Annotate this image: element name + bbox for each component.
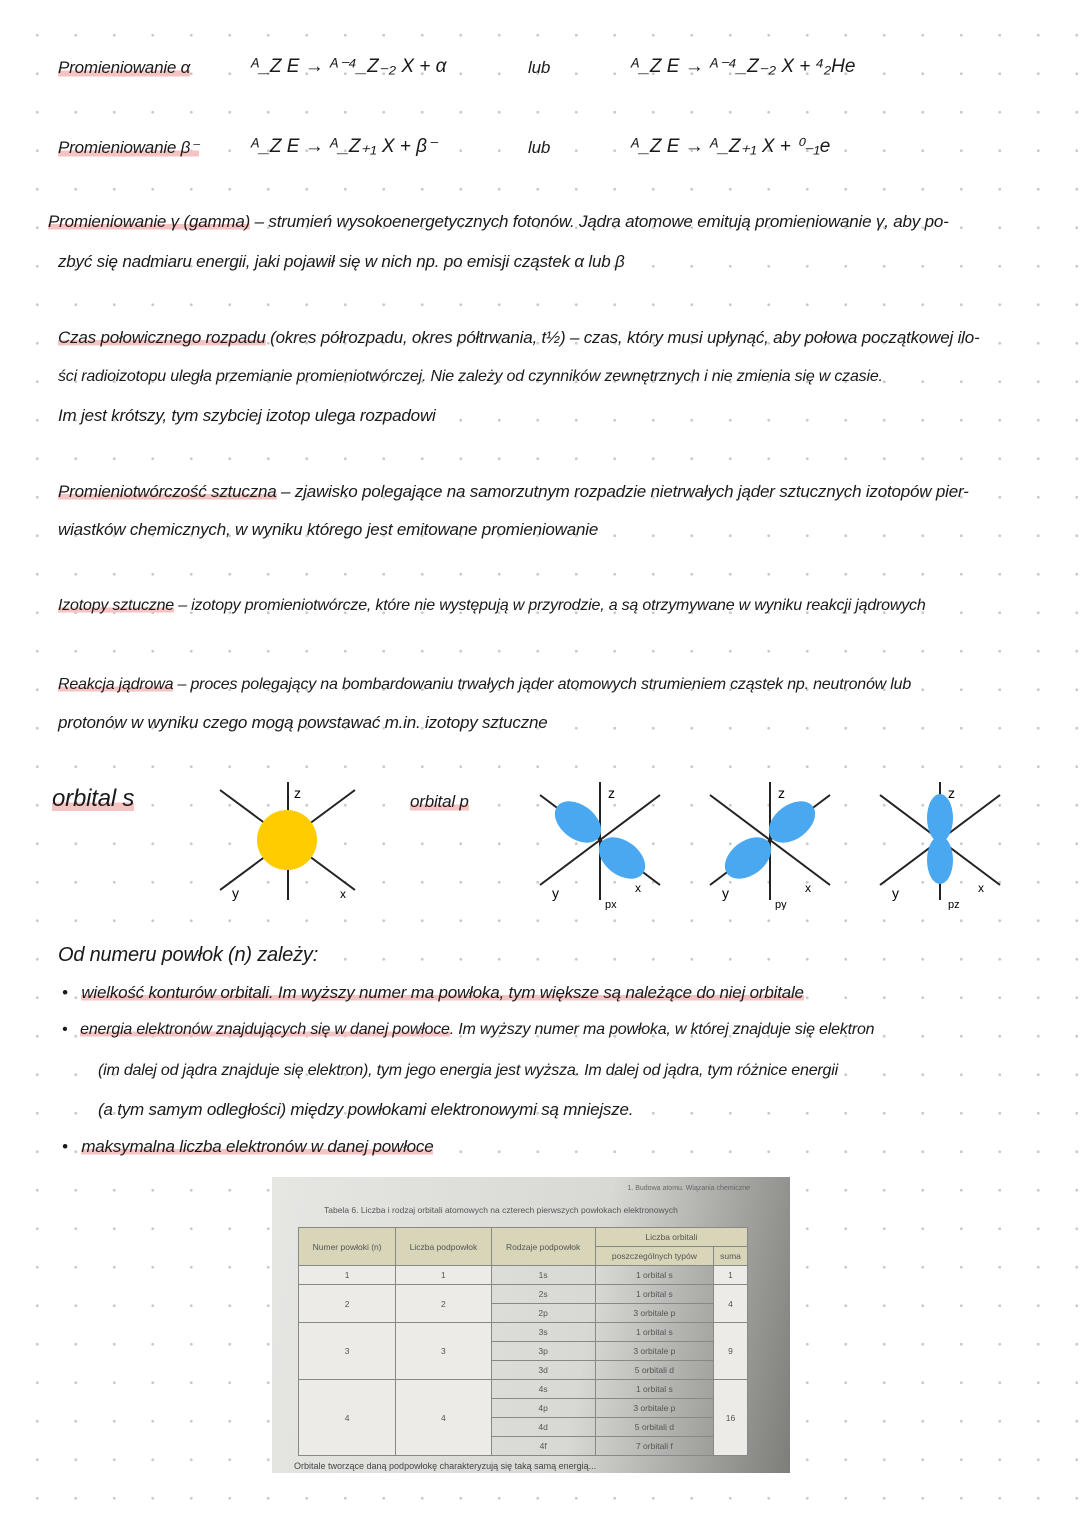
beta-label: Promieniowanie β⁻ (58, 138, 199, 157)
subshell: 3s (491, 1323, 595, 1342)
orbital-count: 3 orbitale p (595, 1304, 713, 1323)
text: energia elektronów znajdujących się w danej powłoce (80, 1021, 450, 1038)
alpha-equation-he: ᴬ_Z E → ᴬ⁻⁴_Z₋₂ X + ⁴₂He (630, 56, 856, 77)
halflife-definition (58, 328, 1056, 348)
subshell: 4p (491, 1399, 595, 1418)
orbital-count: 5 orbitali d (595, 1361, 713, 1380)
nuclear-term: Reakcja jądrowa (58, 676, 174, 693)
subshell: 4f (491, 1437, 595, 1456)
beta-or: lub (528, 138, 551, 157)
text: . Im wyższy numer ma powłoka, w której znajduje się elektron (449, 1021, 875, 1038)
s-orbital-sphere (257, 810, 317, 870)
svg-text:z: z (294, 785, 301, 801)
isotopes-term: Izotopy sztuczne (58, 597, 174, 614)
text: – izotopy promieniotwórcze, które nie występują w przyrodzie, a są otrzymywane w wyniku reakcji jądrowych (173, 597, 926, 614)
artificial-term: Promieniotwórczość sztuczna (58, 482, 277, 501)
table-row (299, 1323, 748, 1342)
text: Im jest krótszy, tym szybciej izotop ulega rozpadowi (58, 406, 436, 425)
text: – strumień wysokoenergetycznych fotonów. Jądra atomowe emitują promieniowanie γ, aby po- (250, 212, 949, 231)
subshell-count: 1 (396, 1266, 491, 1285)
svg-text:x: x (635, 881, 641, 895)
orbital-sum: 4 (714, 1285, 748, 1323)
orbital-count: 1 orbital s (595, 1380, 713, 1399)
svg-text:px: px (605, 899, 617, 910)
gamma-term: Promieniowanie γ (gamma) (48, 212, 251, 231)
book-header: 1. Budowa atomu. Wiązania chemiczne (627, 1185, 750, 1192)
col-header: Liczba podpowłok (396, 1228, 491, 1266)
bullet-1: • wielkość konturów orbitali. Im wyższy numer ma powłoka, tym większe są należące do niej orbitale (62, 983, 804, 1002)
subshell-count: 3 (396, 1323, 491, 1380)
artificial-definition (58, 482, 1056, 502)
orbital-count: 3 orbitale p (595, 1342, 713, 1361)
text: protonów w wyniku czego mogą powstawać m.in. izotopy sztuczne (58, 713, 548, 732)
text: wiastków chemicznych, w wyniku którego jest emitowane promieniowanie (58, 520, 599, 539)
bullet-3: • maksymalna liczba elektronów w danej powłoce (62, 1137, 434, 1156)
svg-text:z: z (778, 785, 785, 801)
svg-text:x: x (978, 881, 984, 895)
orbital-sum: 16 (714, 1380, 748, 1456)
svg-text:y: y (232, 885, 239, 901)
subshell-count: 2 (396, 1285, 491, 1323)
svg-text:z: z (608, 785, 615, 801)
nuclear-definition (58, 676, 1056, 694)
text: zbyć się nadmiaru energii, jaki pojawił się w nich np. po emisji cząstek α lub β (58, 252, 625, 271)
orbital-py-diagram (700, 780, 840, 910)
subshell: 2s (491, 1285, 595, 1304)
col-header: Numer powłoki (n) (299, 1228, 396, 1266)
isotopes-definition (58, 597, 1056, 615)
orbital-s-diagram (210, 780, 370, 910)
col-header: poszczególnych typów (595, 1247, 713, 1266)
alpha-label: Promieniowanie α (58, 58, 191, 77)
beta-equation-e: ᴬ_Z E → ᴬ_Z₊₁ X + ⁰₋₁e (630, 136, 831, 157)
orbital-count: 3 orbitale p (595, 1399, 713, 1418)
bullet-2: • energia elektronów znajdujących się w danej powłoce. Im wyższy numer ma powłoka, w której znajduje się elektron (62, 1021, 875, 1038)
subshell: 3d (491, 1361, 595, 1380)
text: (a tym samym odległości) między powłokami elektronowymi są mniejsze. (98, 1100, 634, 1119)
text: ści radioizotopu uległa przemianie promieniotwórczej. Nie zależy od czynników zewnętrznych i nie zmienia się w czasie. (58, 368, 883, 385)
svg-text:x: x (805, 881, 811, 895)
table-row (299, 1266, 748, 1285)
text: (im dalej od jądra znajduje się elektron), tym jego energia jest wyższa. Im dalej od jądra, tym różnice energii (98, 1062, 838, 1079)
col-header: suma (714, 1247, 748, 1266)
subshell: 2p (491, 1304, 595, 1323)
text: – proces polegający na bombardowaniu trwałych jąder atomowych strumieniem cząstek np. neutronów lub (173, 676, 912, 693)
orbital-count: 5 orbitali d (595, 1418, 713, 1437)
shell-number: 2 (299, 1285, 396, 1323)
orbital-count: 1 orbital s (595, 1323, 713, 1342)
table-row (299, 1285, 748, 1304)
svg-text:py: py (775, 899, 787, 910)
orbital-px-diagram (530, 780, 670, 910)
shell-number: 3 (299, 1323, 396, 1380)
orbital-p-label: orbital p (410, 792, 469, 811)
subshell: 3p (491, 1342, 595, 1361)
orbitals-table (298, 1227, 748, 1456)
subshell: 1s (491, 1266, 595, 1285)
shell-number: 1 (299, 1266, 396, 1285)
gamma-definition (48, 212, 1056, 232)
text: (okres półrozpadu, okres półtrwania, t½) – czas, który musi upłynąć, aby połowa początkowej ilo- (265, 328, 980, 347)
svg-text:pz: pz (948, 899, 960, 910)
subshell: 4s (491, 1380, 595, 1399)
orbital-pz-diagram (870, 780, 1010, 910)
table-caption: Tabela 6. Liczba i rodzaj orbitali atomowych na czterech pierwszych powłokach elektronowych (324, 1205, 678, 1215)
footer-text: Orbitale tworzące daną podpowłokę charakteryzują się taką samą energią... (294, 1461, 597, 1471)
table-row (299, 1380, 748, 1399)
textbook-table-photo (272, 1177, 790, 1473)
svg-text:z: z (948, 785, 955, 801)
orbital-sum: 1 (714, 1266, 748, 1285)
col-header: Liczba orbitali (595, 1228, 747, 1247)
orbital-count: 7 orbitali f (595, 1437, 713, 1456)
subshell: 4d (491, 1418, 595, 1437)
alpha-equation: ᴬ_Z E → ᴬ⁻⁴_Z₋₂ X + α (250, 56, 447, 77)
col-header: Rodzaje podpowłok (491, 1228, 595, 1266)
text: maksymalna liczba elektronów w danej powłoce (81, 1137, 434, 1156)
orbital-count: 1 orbital s (595, 1285, 713, 1304)
alpha-or: lub (528, 58, 551, 77)
orbital-count: 1 orbital s (595, 1266, 713, 1285)
svg-text:y: y (552, 885, 559, 901)
subshell-count: 4 (396, 1380, 491, 1456)
halflife-term: Czas połowicznego rozpadu (58, 328, 266, 347)
text: wielkość konturów orbitali. Im wyższy numer ma powłoka, tym większe są należące do niej orbitale (81, 983, 804, 1002)
beta-equation: ᴬ_Z E → ᴬ_Z₊₁ X + β⁻ (250, 136, 438, 157)
svg-text:y: y (722, 885, 729, 901)
shells-heading: Od numeru powłok (n) zależy: (58, 944, 319, 966)
svg-text:y: y (892, 885, 899, 901)
orbital-sum: 9 (714, 1323, 748, 1380)
svg-text:x: x (340, 887, 346, 901)
shell-number: 4 (299, 1380, 396, 1456)
text: – zjawisko polegające na samorzutnym rozpadzie nietrwałych jąder sztucznych izotopów pier- (276, 482, 969, 501)
orbital-s-label: orbital s (52, 785, 135, 812)
